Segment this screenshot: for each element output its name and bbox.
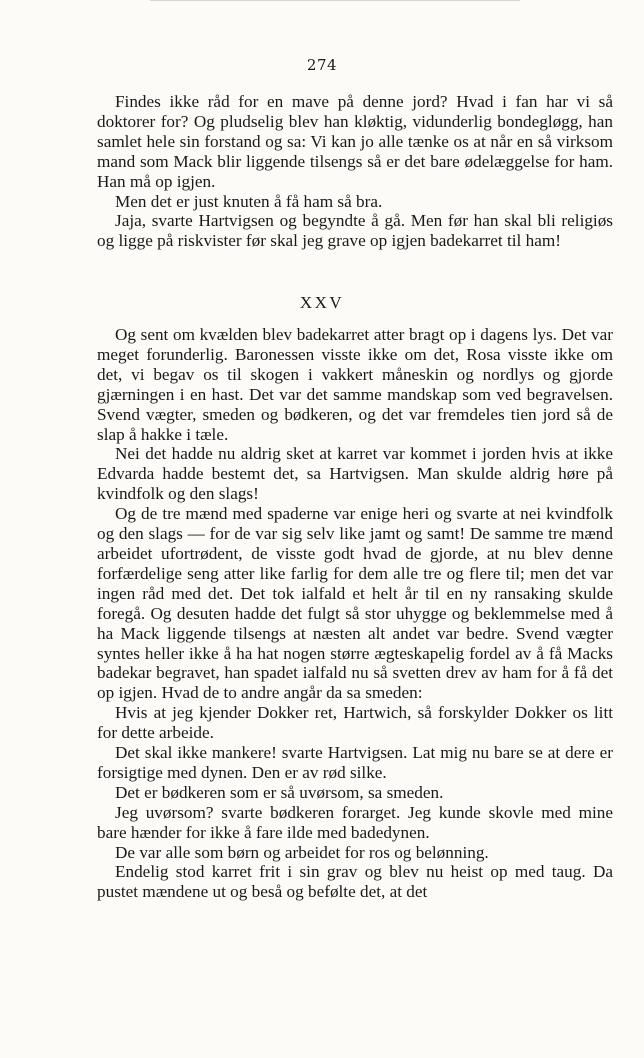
paragraph: Nei det hadde nu aldrig sket at karret var kommet i jorden hvis at ikke Edvarda hadde bestemt det, sa Hartvigsen. Man skulde aldrig høre på kvindfolk og den slags! bbox=[97, 444, 613, 504]
top-edge-rule bbox=[150, 0, 520, 1]
paragraph: Jaja, svarte Hartvigsen og begyndte å gå. Men før han skal bli religiøs og ligge på riskvister før skal jeg grave op igjen badekarret til ham! bbox=[97, 211, 613, 251]
paragraph: De var alle som børn og arbeidet for ros og belønning. bbox=[115, 842, 489, 862]
paragraph: Og sent om kvælden blev badekarret atter bragt op i dagens lys. Det var meget forunderlig. Baronessen visste ikke om det, Rosa visste ikke om det, vi begav os til skogen i vakkert måneskin og nordlys og gjorde gjærningen i en hast. Det var det samme mandskap som ved begravelsen. Svend vægter, smeden og bødkeren, og det var fremdeles tien jord så de slap å hakke i tæle. bbox=[97, 325, 613, 444]
paragraph: Og de tre mænd med spaderne var enige heri og svarte at nei kvindfolk og den slags — for de var sig selv like jamt og samt! De samme tre mænd arbeidet ufortrødent, de visste godt hvad de gjorde, at nu blev denne forfærdelige seng atter like farlig for dem alle tre og flere til; men det var ingen råd med det. Det tok ialfald et helt år til en ny ransaking skulde foregå. Og desuten hadde det fulgt så stor uhygge og beklemmelse med å ha Mack liggende tilsengs at næsten alt andet var bedre. Svend vægter syntes heller ikke å ha hat nogen større ægteskapelig fordel av å få Macks badekar begravet, han spadet ialfald nu så svetten drev av ham for å få det op igjen. Hvad de to andre angår da sa smeden: bbox=[97, 504, 613, 703]
paragraph: Endelig stod karret frit i sin grav og blev nu heist op med taug. Da pustet mændene ut og beså og befølte det, at det bbox=[97, 862, 613, 902]
chapter-heading: XXV bbox=[299, 293, 345, 312]
paragraph: Men det er just knuten å få ham så bra. bbox=[115, 191, 383, 211]
text-block-chapter-body bbox=[97, 325, 613, 902]
page-number: 274 bbox=[306, 56, 338, 74]
paragraph: Findes ikke råd for en mave på denne jord? Hvad i fan har vi så doktorer for? Og pludselig blev han kløktig, vidunderlig bondegløgg, han samlet hele sin forstand og sa: Vi kan jo alle tænke os at når en så virksom mand som Mack blir liggende tilsengs så er det bare ødelæggelse for ham. Han må op igjen. bbox=[97, 92, 613, 191]
paragraph: Det skal ikke mankere! svarte Hartvigsen. Lat mig nu bare se at dere er forsigtige med dynen. Den er av rød silke. bbox=[97, 743, 613, 782]
text-block-before-chapter bbox=[97, 92, 613, 251]
paragraph: Jeg uvørsom? svarte bødkeren forarget. Jeg kunde skovle med mine bare hænder for ikke å fare ilde med badedynen. bbox=[97, 802, 613, 842]
paragraph: Det er bødkeren som er så uvørsom, sa smeden. bbox=[115, 782, 444, 802]
paragraph: Hvis at jeg kjender Dokker ret, Hartwich, så forskylder Dokker os litt for dette arbeide. bbox=[97, 703, 613, 743]
